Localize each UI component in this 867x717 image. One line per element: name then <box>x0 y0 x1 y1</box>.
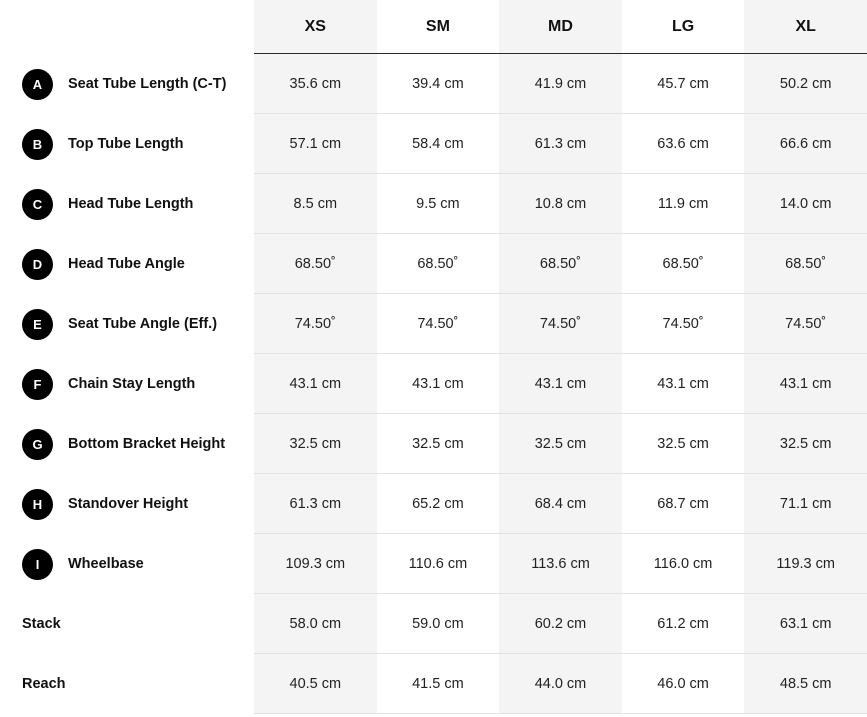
letter-badge: B <box>22 129 53 160</box>
value-cell: 14.0 cm <box>744 174 867 234</box>
value-cell: 46.0 cm <box>622 654 745 714</box>
value-cell: 57.1 cm <box>254 114 377 174</box>
value-cell: 43.1 cm <box>744 354 867 414</box>
header-corner <box>0 0 254 54</box>
row-label <box>0 534 254 594</box>
value-cell: 39.4 cm <box>377 54 500 114</box>
value-cell: 41.5 cm <box>377 654 500 714</box>
value-cell: 66.6 cm <box>744 114 867 174</box>
value-cell: 43.1 cm <box>622 354 745 414</box>
row-label <box>0 234 254 294</box>
letter-badge: F <box>22 369 53 400</box>
measurement-label: Head Tube Angle <box>68 256 185 272</box>
value-cell: 9.5 cm <box>377 174 500 234</box>
row-label <box>0 114 254 174</box>
letter-badge: I <box>22 549 53 580</box>
value-cell: 50.2 cm <box>744 54 867 114</box>
value-cell: 113.6 cm <box>499 534 622 594</box>
measurement-label: Seat Tube Length (C-T) <box>68 76 227 92</box>
row-label <box>0 54 254 114</box>
value-cell: 109.3 cm <box>254 534 377 594</box>
value-cell: 68.4 cm <box>499 474 622 534</box>
value-cell: 32.5 cm <box>499 414 622 474</box>
letter-badge: A <box>22 69 53 100</box>
value-cell: 43.1 cm <box>499 354 622 414</box>
letter-badge: H <box>22 489 53 520</box>
value-cell: 43.1 cm <box>254 354 377 414</box>
row-label <box>0 174 254 234</box>
value-cell: 68.50˚ <box>377 234 500 294</box>
letter-badge: C <box>22 189 53 220</box>
measurement-label: Head Tube Length <box>68 196 194 212</box>
size-header-xl: XL <box>744 0 867 54</box>
size-header-md: MD <box>499 0 622 54</box>
letter-badge: D <box>22 249 53 280</box>
size-header-lg: LG <box>622 0 745 54</box>
measurement-label: Standover Height <box>68 496 189 512</box>
row-label <box>0 354 254 414</box>
value-cell: 68.50˚ <box>499 234 622 294</box>
value-cell: 68.50˚ <box>622 234 745 294</box>
size-header-xs: XS <box>254 0 377 54</box>
measurement-label: Top Tube Length <box>68 136 184 152</box>
row-label <box>0 474 254 534</box>
value-cell: 32.5 cm <box>622 414 745 474</box>
value-cell: 110.6 cm <box>377 534 500 594</box>
size-header-sm: SM <box>377 0 500 54</box>
value-cell: 65.2 cm <box>377 474 500 534</box>
value-cell: 63.1 cm <box>744 594 867 654</box>
row-label <box>0 294 254 354</box>
value-cell: 74.50˚ <box>254 294 377 354</box>
value-cell: 43.1 cm <box>377 354 500 414</box>
value-cell: 61.2 cm <box>622 594 745 654</box>
measurement-label: Reach <box>22 676 66 692</box>
value-cell: 68.7 cm <box>622 474 745 534</box>
value-cell: 116.0 cm <box>622 534 745 594</box>
value-cell: 10.8 cm <box>499 174 622 234</box>
value-cell: 74.50˚ <box>499 294 622 354</box>
measurement-label: Seat Tube Angle (Eff.) <box>68 316 218 332</box>
measurement-label: Bottom Bracket Height <box>68 436 226 452</box>
value-cell: 68.50˚ <box>254 234 377 294</box>
value-cell: 45.7 cm <box>622 54 745 114</box>
row-label <box>0 594 254 654</box>
letter-badge: E <box>22 309 53 340</box>
value-cell: 60.2 cm <box>499 594 622 654</box>
value-cell: 59.0 cm <box>377 594 500 654</box>
value-cell: 8.5 cm <box>254 174 377 234</box>
value-cell: 71.1 cm <box>744 474 867 534</box>
value-cell: 32.5 cm <box>254 414 377 474</box>
measurement-label: Wheelbase <box>68 556 144 572</box>
value-cell: 61.3 cm <box>499 114 622 174</box>
value-cell: 44.0 cm <box>499 654 622 714</box>
letter-badge: G <box>22 429 53 460</box>
value-cell: 74.50˚ <box>744 294 867 354</box>
measurement-label: Chain Stay Length <box>68 376 196 392</box>
value-cell: 74.50˚ <box>377 294 500 354</box>
value-cell: 63.6 cm <box>622 114 745 174</box>
value-cell: 58.0 cm <box>254 594 377 654</box>
value-cell: 68.50˚ <box>744 234 867 294</box>
value-cell: 48.5 cm <box>744 654 867 714</box>
row-label <box>0 414 254 474</box>
measurement-label: Stack <box>22 616 61 632</box>
value-cell: 35.6 cm <box>254 54 377 114</box>
value-cell: 11.9 cm <box>622 174 745 234</box>
value-cell: 41.9 cm <box>499 54 622 114</box>
value-cell: 32.5 cm <box>744 414 867 474</box>
value-cell: 32.5 cm <box>377 414 500 474</box>
value-cell: 58.4 cm <box>377 114 500 174</box>
value-cell: 74.50˚ <box>622 294 745 354</box>
value-cell: 119.3 cm <box>744 534 867 594</box>
value-cell: 40.5 cm <box>254 654 377 714</box>
row-label <box>0 654 254 714</box>
value-cell: 61.3 cm <box>254 474 377 534</box>
